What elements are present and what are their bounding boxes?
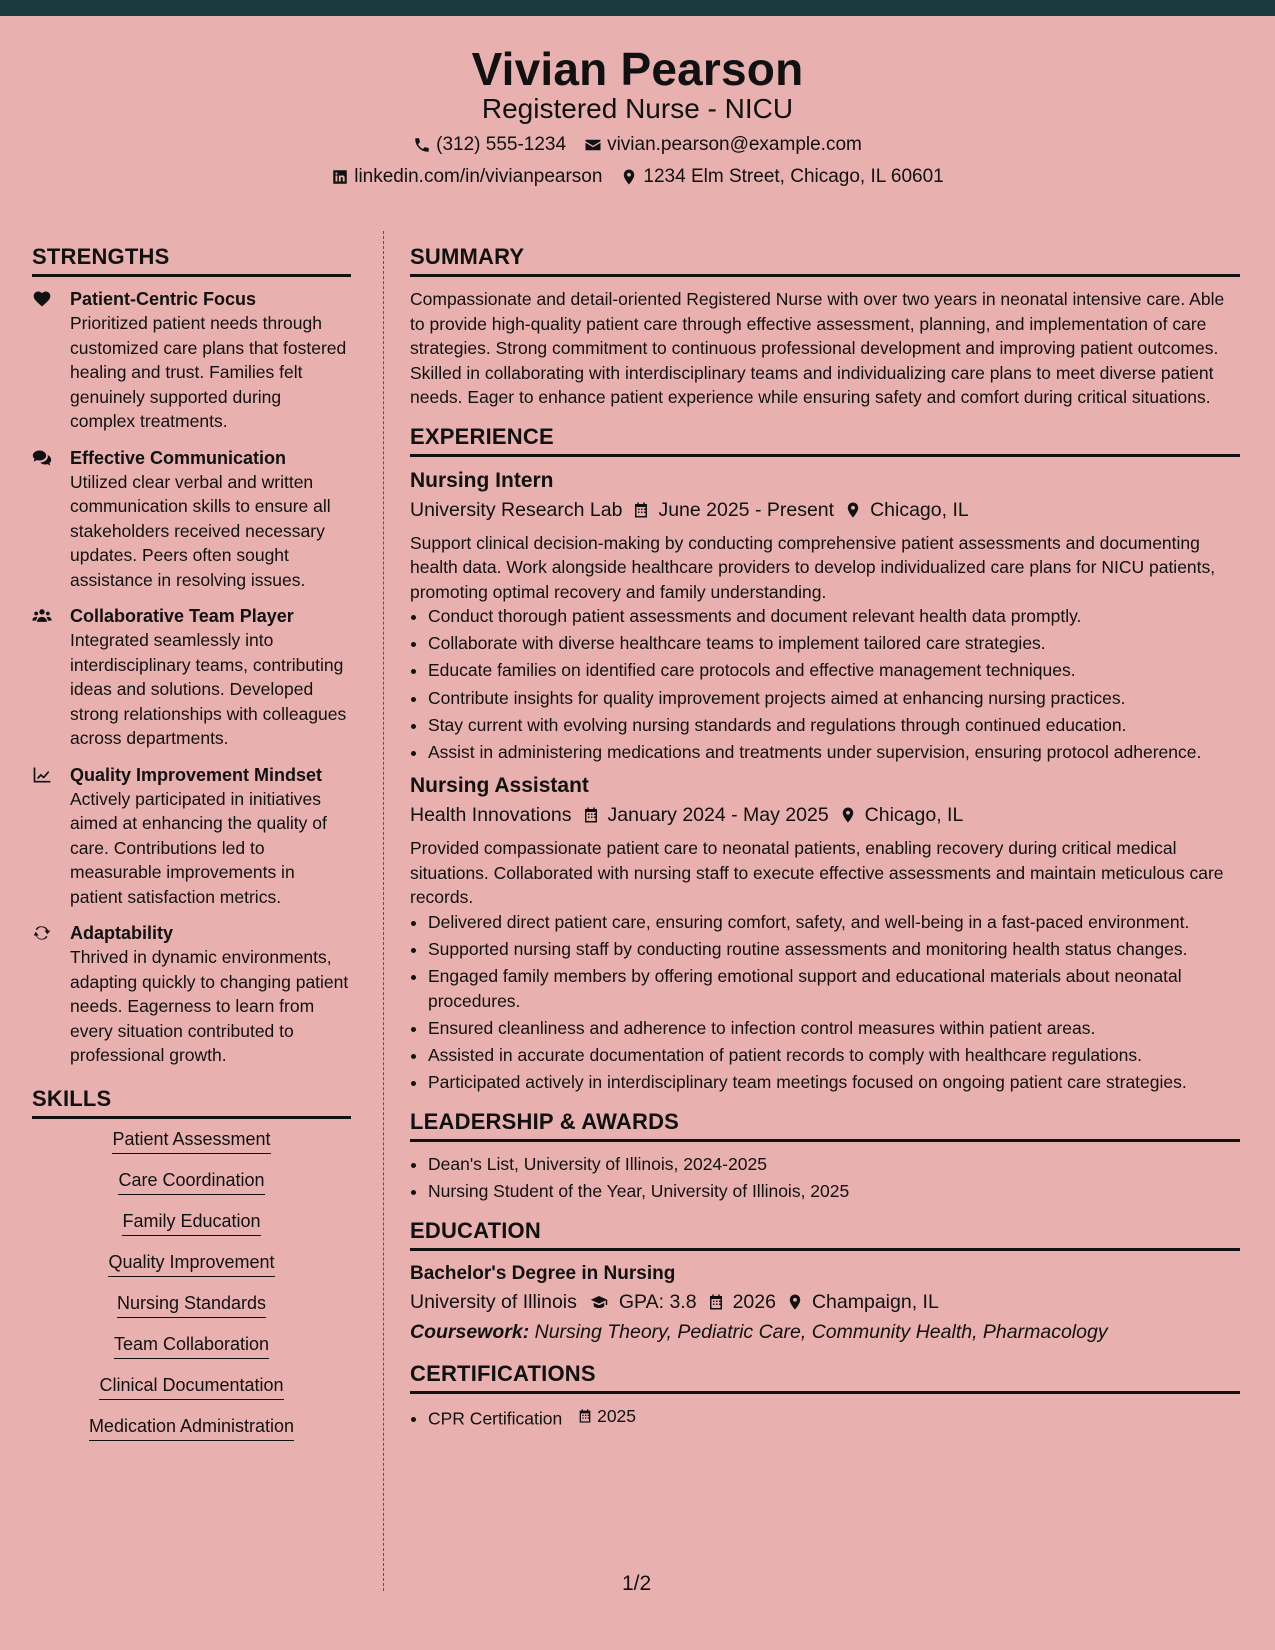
skill-item: Family Education: [122, 1211, 260, 1236]
calendar-icon: [632, 501, 650, 519]
job-bullets: [428, 910, 1240, 1095]
education-year: 2026: [732, 1290, 776, 1313]
contact-row-2: [0, 166, 1275, 188]
certification-item: [428, 1404, 1240, 1431]
phone-contact: [413, 134, 566, 156]
map-marker-icon: [844, 501, 862, 519]
map-marker-icon: [839, 806, 857, 824]
certifications-heading: CERTIFICATIONS: [410, 1361, 1240, 1394]
award-item: • Nursing Student of the Year, University of Illinois, 2025: [428, 1179, 1240, 1204]
email-contact[interactable]: [584, 134, 862, 156]
top-bar: [0, 0, 1275, 16]
calendar-icon: [582, 806, 600, 824]
linkedin-text[interactable]: linkedin.com/in/vivianpearson: [354, 166, 603, 187]
candidate-title: Registered Nurse - NICU: [481, 93, 794, 124]
job-meta: [410, 495, 1240, 525]
bullet-item: • Stay current with evolving nursing standards and regulations through continued education.: [428, 713, 1240, 738]
education-school: University of Illinois: [410, 1290, 577, 1313]
skill-item: Team Collaboration: [114, 1334, 269, 1359]
bullet-item: • Assisted in accurate documentation of patient records to comply with healthcare regulations.: [428, 1043, 1240, 1068]
map-marker-icon: [786, 1293, 804, 1311]
education-degree: Bachelor's Degree in Nursing: [410, 1262, 676, 1284]
column-divider: [383, 231, 384, 1591]
job-description: Support clinical decision-making by conducting comprehensive patient assessments and documenting health data. Work alongside healthcare providers to develop individualized care plans for NICU patients, promoting optimal recovery and family understanding.: [410, 532, 1216, 602]
address-contact: [620, 166, 943, 188]
strength-desc: Integrated seamlessly into interdisciplinary teams, contributing ideas and solutions. Developed strong relationships with colleagues across departments.: [70, 630, 347, 748]
strength-title: Collaborative Team Player: [70, 606, 294, 626]
education-location: Champaign, IL: [811, 1290, 939, 1313]
bullet-item: • Supported nursing staff by conducting routine assessments and monitoring health status changes.: [428, 937, 1240, 962]
graduation-cap-icon: [587, 1293, 611, 1311]
certifications-list: [428, 1404, 1240, 1431]
job-description: Provided compassionate patient care to neonatal patients, enabling recovery during critical medical situations. Collaborated with nursing staff to execute effective assessments and maintain meticulous care records.: [410, 838, 1224, 908]
skill-item: Quality Improvement: [108, 1252, 274, 1277]
skill-item: Patient Assessment: [112, 1129, 270, 1154]
certification-year: 2025: [597, 1405, 637, 1426]
skill-item: Care Coordination: [118, 1170, 264, 1195]
coursework-text: Nursing Theory, Pediatric Care, Community Health, Pharmacology: [534, 1320, 1108, 1343]
strength-desc: Prioritized patient needs through customized care plans that fostered healing and trust. Families felt genuinely supported during complex treatments.: [70, 313, 347, 431]
summary-heading: SUMMARY: [410, 244, 1240, 277]
job-entry: [410, 467, 1240, 765]
coursework-label: Coursework:: [410, 1320, 530, 1343]
candidate-name: Vivian Pearson: [471, 43, 804, 95]
awards-heading: LEADERSHIP & AWARDS: [410, 1109, 1240, 1142]
job-bullets: [428, 604, 1240, 764]
bullet-item: • Contribute insights for quality improvement projects aimed at enhancing nursing practices.: [428, 686, 1240, 711]
linkedin-contact[interactable]: [331, 166, 602, 188]
skills-list: [32, 1129, 351, 1457]
map-marker-icon: [620, 168, 638, 186]
education-gpa: GPA: 3.8: [618, 1290, 697, 1313]
education-meta: [410, 1287, 1240, 1317]
education-coursework: [410, 1317, 1240, 1347]
strength-title: Effective Communication: [70, 447, 287, 468]
awards-list: [428, 1152, 1240, 1204]
strength-desc: Utilized clear verbal and written communication skills to ensure all stakeholders received necessary updates. Peers often sought assistance in resolving issues.: [70, 471, 331, 590]
skill-item: Medication Administration: [89, 1416, 294, 1441]
bullet-item: • Ensured cleanliness and adherence to infection control measures within patient areas.: [428, 1016, 1240, 1041]
page-number: 1/2: [622, 1572, 652, 1595]
summary-text: Compassionate and detail-oriented Registered Nurse with over two years in neonatal intensive care. Able to provide high-quality patient care through effective assessment, planning, and implementation of care strategies. Strong commitment to continuous professional development and improving patient outcomes. Skilled in collaborating with interdisciplinary teams and individualizing care plans to meet diverse patient needs. Eager to enhance patient experience while ensuring safety and comfort during critical situations.: [410, 289, 1225, 407]
experience-heading: EXPERIENCE: [410, 424, 1240, 457]
strength-item: [32, 446, 351, 593]
chart-line-icon: [32, 763, 70, 910]
job-location: Chicago, IL: [864, 804, 964, 827]
job-location: Chicago, IL: [870, 498, 969, 521]
strengths-heading: STRENGTHS: [32, 244, 351, 277]
certification-name: CPR Certification: [428, 1407, 563, 1428]
skills-heading: SKILLS: [32, 1086, 351, 1119]
strength-item: [32, 287, 351, 434]
address-text: 1234 Elm Street, Chicago, IL 60601: [643, 166, 944, 187]
skill-item: Clinical Documentation: [99, 1375, 283, 1400]
job-entry: [410, 772, 1240, 1094]
right-column: [410, 244, 1240, 1433]
job-company: University Research Lab: [410, 498, 623, 521]
job-dates: January 2024 - May 2025: [607, 804, 829, 827]
bullet-item: • Educate families on identified care protocols and effective management techniques.: [428, 658, 1240, 683]
users-icon: [32, 604, 70, 751]
linkedin-icon: [331, 168, 349, 186]
bullet-item: • Engaged family members by offering emotional support and educational materials about neonatal procedures.: [428, 964, 1240, 1013]
phone-icon: [413, 136, 431, 154]
bullet-item: • Delivered direct patient care, ensuring comfort, safety, and well-being in a fast-paced environment.: [428, 910, 1240, 935]
education-heading: EDUCATION: [410, 1218, 1240, 1251]
strength-item: [32, 604, 351, 751]
comments-icon: [32, 446, 70, 593]
contact-row-1: [0, 134, 1275, 156]
award-item: • Dean's List, University of Illinois, 2024-2025: [428, 1152, 1240, 1177]
strength-item: [32, 921, 351, 1068]
job-company: Health Innovations: [410, 804, 572, 827]
email-text[interactable]: vivian.pearson@example.com: [607, 134, 862, 155]
job-meta: [410, 800, 1240, 830]
calendar-icon: [707, 1293, 725, 1311]
job-dates: June 2025 - Present: [658, 498, 835, 521]
strength-title: Adaptability: [70, 923, 174, 943]
calendar-icon: [577, 1408, 593, 1424]
strength-desc: Actively participated in initiatives aimed at enhancing the quality of care. Contributions led to measurable improvements in patient satisfaction metrics.: [70, 788, 327, 907]
heart-icon: [32, 287, 70, 434]
envelope-icon: [584, 136, 602, 154]
strength-title: Quality Improvement Mindset: [70, 764, 323, 785]
phone-text: (312) 555-1234: [436, 134, 567, 155]
bullet-item: • Participated actively in interdisciplinary team meetings focused on ongoing patient care strategies.: [428, 1070, 1240, 1095]
left-column: [32, 244, 351, 1457]
bullet-item: • Assist in administering medications and treatments under supervision, ensuring protocol adherence.: [428, 740, 1240, 765]
bullet-item: • Collaborate with diverse healthcare teams to implement tailored care strategies.: [428, 631, 1240, 656]
strength-item: [32, 763, 351, 910]
strength-title: Patient-Centric Focus: [70, 289, 257, 309]
sync-icon: [32, 921, 70, 1068]
strength-desc: Thrived in dynamic environments, adapting quickly to changing patient needs. Eagerness to learn from every situation contributed to professional growth.: [70, 947, 349, 1065]
bullet-item: • Conduct thorough patient assessments and document relevant health data promptly.: [428, 604, 1240, 629]
job-title: Nursing Intern: [410, 468, 554, 492]
job-title: Nursing Assistant: [410, 774, 589, 798]
resume-header: [0, 16, 1275, 204]
skill-item: Nursing Standards: [117, 1293, 266, 1318]
